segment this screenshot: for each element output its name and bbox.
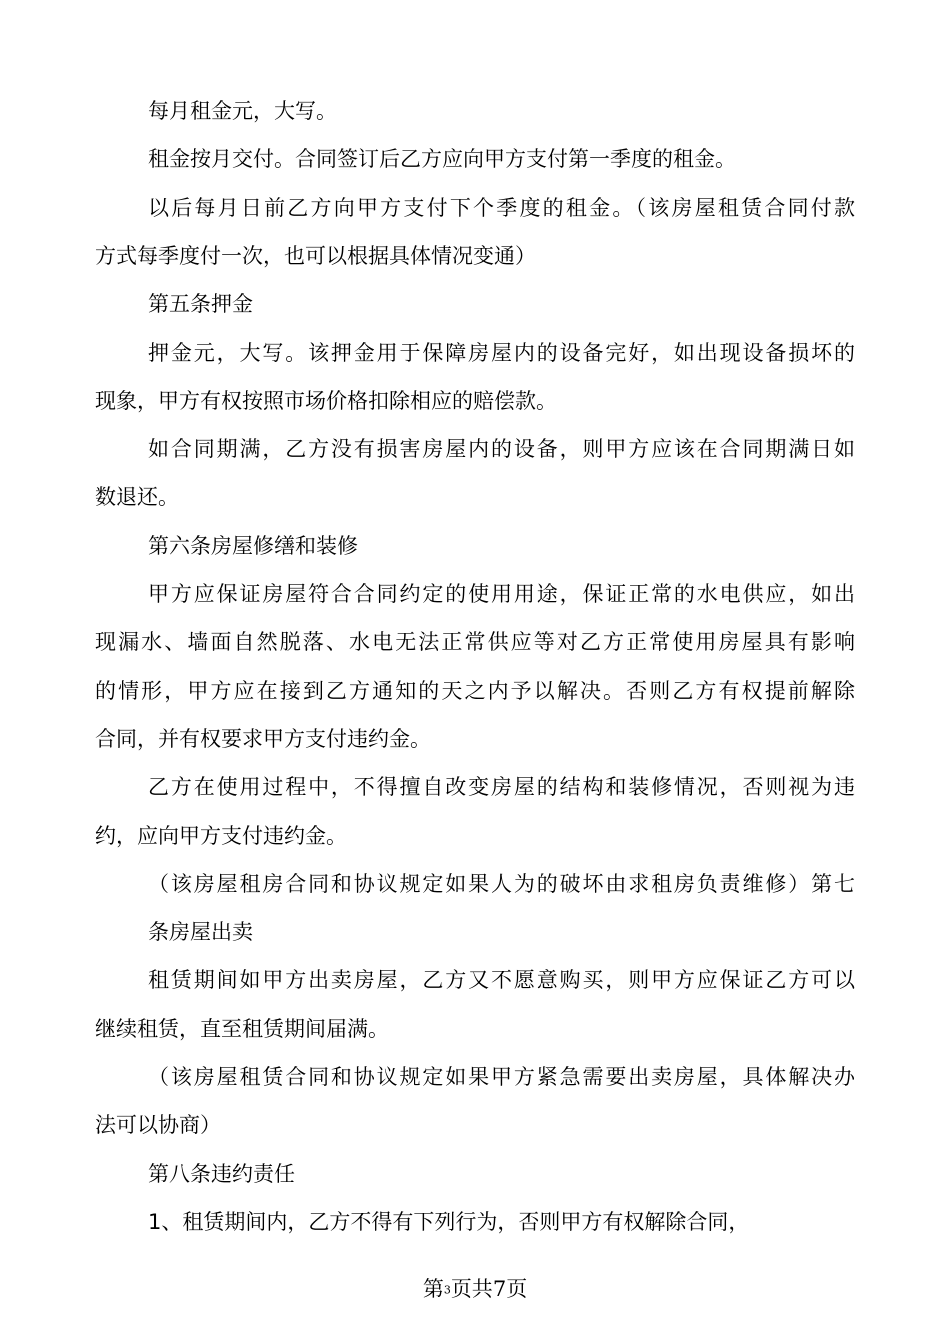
footer-page-number: 3 — [443, 1283, 451, 1297]
body-line: 甲方应保证房屋符合合同约定的使用用途，保证正常的水电供应，如出 — [148, 582, 855, 606]
body-line: 现象，甲方有权按照市场价格扣除相应的赔偿款。 — [95, 389, 557, 413]
body-line: 租赁期间如甲方出卖房屋，乙方又不愿意购买，则甲方应保证乙方可以 — [148, 968, 855, 992]
body-line: 第八条违约责任 — [148, 1162, 295, 1186]
page-footer — [0, 1274, 950, 1306]
body-line: 条房屋出卖 — [148, 920, 253, 944]
body-line: 第五条押金 — [148, 292, 253, 316]
body-line: 继续租赁，直至租赁期间届满。 — [95, 1017, 389, 1041]
body-line: 租金按月交付。合同签订后乙方应向甲方支付第一季度的租金。 — [148, 147, 736, 171]
body-line: 合同，并有权要求甲方支付违约金。 — [95, 727, 431, 751]
body-line: 数退还。 — [95, 485, 179, 509]
footer-total-pages: 7 — [492, 1277, 507, 1301]
body-line: 第六条房屋修缮和装修 — [148, 534, 358, 558]
body-line: 方式每季度付一次，也可以根据具体情况变通） — [95, 244, 536, 268]
body-line: 约，应向甲方支付违约金。 — [95, 824, 347, 848]
body-line: 法可以协商） — [95, 1113, 221, 1137]
body-line: 乙方在使用过程中，不得擅自改变房屋的结构和装修情况，否则视为违 — [148, 775, 855, 799]
body-line: 押金元，大写。该押金用于保障房屋内的设备完好，如出现设备损坏的 — [148, 341, 855, 365]
body-line: 以后每月日前乙方向甲方支付下个季度的租金。（该房屋租赁合同付款 — [148, 196, 855, 220]
footer-middle: 页共 — [450, 1277, 493, 1301]
body-line: （该房屋租房合同和协议规定如果人为的破坏由求租房负责维修）第七 — [148, 872, 855, 896]
body-line: 如合同期满，乙方没有损害房屋内的设备，则甲方应该在合同期满日如 — [148, 437, 855, 461]
body-line: （该房屋租赁合同和协议规定如果甲方紧急需要出卖房屋，具体解决办 — [148, 1065, 855, 1089]
body-line: 的情形，甲方应在接到乙方通知的天之内予以解决。否则乙方有权提前解除 — [95, 679, 855, 703]
footer-suffix: 页 — [506, 1277, 528, 1301]
body-line: 每月租金元，大写。 — [148, 99, 337, 123]
body-line: 1、租赁期间内，乙方不得有下列行为，否则甲方有权解除合同， — [148, 1210, 750, 1234]
footer-prefix: 第 — [422, 1277, 444, 1301]
body-line: 现漏水、墙面自然脱落、水电无法正常供应等对乙方正常使用房屋具有影响 — [95, 630, 855, 654]
